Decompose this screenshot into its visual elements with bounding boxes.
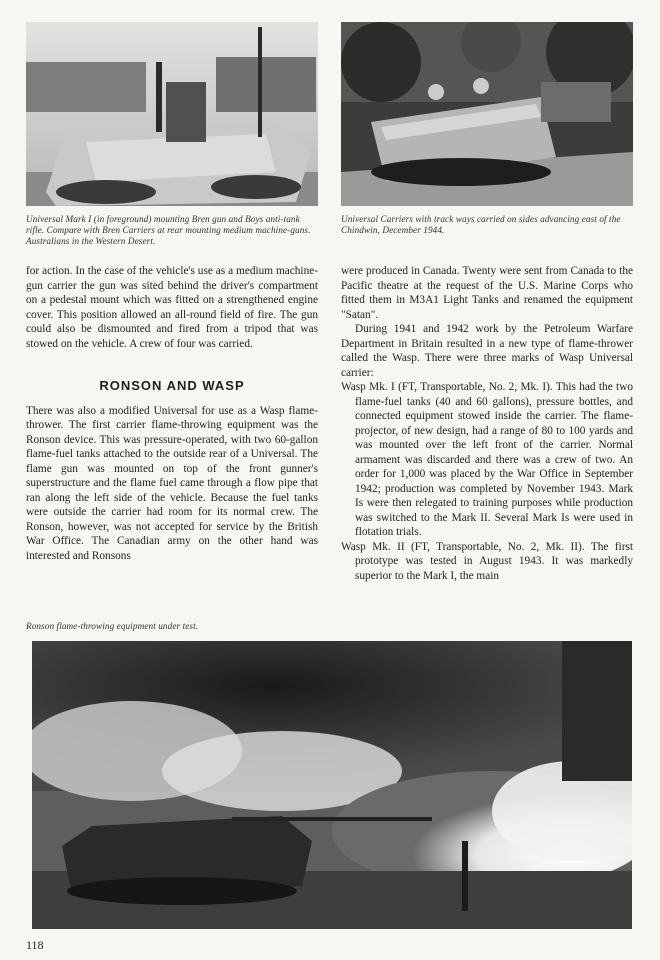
photo-ronson-flame-test bbox=[32, 641, 632, 929]
caption-top-right: Universal Carriers with track ways carried on sides advancing east of the Chindwin, December 1944. bbox=[341, 214, 621, 235]
wasp-mk1-paragraph: Wasp Mk. I (FT, Transportable, No. 2, Mk. I). This had the two flame-fuel tanks (40 and 60 gallons), pressure bottles, and connected equipment stowed inside the carrier. The flame-projector, of new design, had a range of 80 to 100 yards and was mounted over the left front of the carrier. Normal armament was discarded and there was a crew of two. An order for 1,000 was placed by the War Office in September 1942; production was completed by November 1943. Mark Is were then relegated to training purposes while production was switched to the Mark II. Several Mark Is were used in flotation trials. bbox=[341, 381, 633, 538]
left-paragraph-2: There was also a modified Universal for use as a Wasp flame-thrower. The first carrier flame-throwing equipment was the Ronson device. This was pressure-operated, with two 60-gallon flame-fuel tanks attached to the outside rear of a Universal. The flame gun was mounted on top of the front gunner's superstructure and the flame fuel came through a flow pipe that ran along the left side of the vehicle. Because the fuel tanks were outside the carrier had room for its normal crew. The Ronson, however, was not accepted for service by the British War Office. The Canadian army on the other hand was interested and Ronsons bbox=[26, 404, 318, 562]
photo-universal-carriers-chindwin bbox=[341, 22, 633, 206]
photo-universal-mark-i bbox=[26, 22, 318, 206]
right-paragraph-1: were produced in Canada. Twenty were sent from Canada to the Pacific theatre at the request of the U.S. Marine Corps who fitted them in M3A1 Light Tanks and renamed the equipment "Satan". bbox=[341, 265, 633, 321]
section-heading: RONSON AND WASP bbox=[99, 378, 245, 393]
right-paragraph-2: During 1941 and 1942 work by the Petroleum Warfare Department in Britain resulted in a new type of flame-thrower called the Wasp. There were three marks of Wasp Universal carrier: bbox=[341, 323, 633, 379]
left-paragraph-1: for action. In the case of the vehicle's use as a medium machine-gun carrier the gun was sited behind the driver's compartment on a pedestal mount which was fitted on a strengthened engine cover. This position allowed an all-round field of fire. The gun could also be dismounted and fired from a tripod that was stowed on the vehicle. A crew of four was carried. bbox=[26, 265, 318, 350]
left-column bbox=[26, 264, 318, 563]
wasp-mk2-paragraph: Wasp Mk. II (FT, Transportable, No. 2, Mk. II). The first prototype was tested in August 1943. It was markedly superior to the Mark I, the main bbox=[341, 540, 633, 582]
caption-top-left: Universal Mark I (in foreground) mounting Bren gun and Boys anti-tank rifle. Compare with Bren Carriers at rear mounting medium machine-guns. Australians in the Western Desert. bbox=[26, 214, 311, 246]
right-column bbox=[341, 264, 633, 583]
caption-bottom: Ronson flame-throwing equipment under test. bbox=[26, 621, 199, 631]
page-number: 118 bbox=[26, 938, 44, 952]
